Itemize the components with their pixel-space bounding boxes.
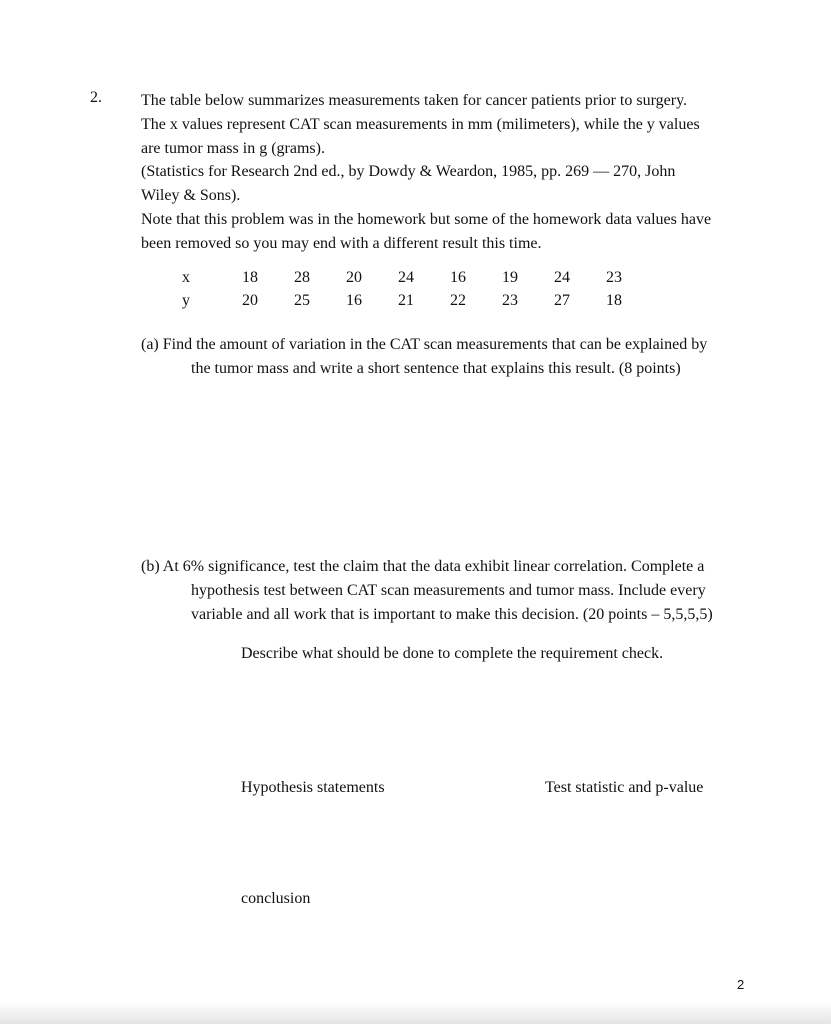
y-value: 20 bbox=[242, 291, 258, 309]
x-value: 24 bbox=[398, 268, 414, 286]
part-a-line: the tumor mass and write a short sentence that explains this result. (8 points) bbox=[191, 360, 681, 377]
part-b-line: variable and all work that is important to make this decision. (20 points – 5,5,5,5) bbox=[191, 606, 713, 623]
y-value: 16 bbox=[346, 291, 362, 309]
part-a-line: (a) Find the amount of variation in the CAT scan measurements that can be explained by bbox=[141, 336, 708, 353]
intro-line: The table below summarizes measurements taken for cancer patients prior to surgery. bbox=[141, 92, 688, 109]
table-row-y bbox=[174, 289, 622, 312]
part-a-text bbox=[141, 333, 761, 381]
intro-line: are tumor mass in g (grams). bbox=[141, 139, 325, 157]
row-label-x: x bbox=[182, 268, 190, 286]
test-statistic-label: Test statistic and p-value bbox=[545, 779, 704, 796]
data-table bbox=[174, 266, 622, 312]
conclusion-label: conclusion bbox=[241, 890, 311, 907]
y-value: 27 bbox=[554, 291, 570, 309]
table-row-x bbox=[174, 266, 622, 289]
y-value: 25 bbox=[294, 291, 310, 309]
bottom-shadow bbox=[0, 1002, 831, 1024]
y-value: 22 bbox=[450, 291, 466, 309]
question-number: 2. bbox=[90, 89, 102, 106]
y-value: 18 bbox=[606, 291, 622, 309]
row-label-y: y bbox=[182, 291, 190, 309]
y-value: 23 bbox=[502, 291, 518, 309]
x-value: 16 bbox=[450, 268, 466, 286]
hypothesis-statements-label: Hypothesis statements bbox=[241, 779, 385, 796]
intro-line: The x values represent CAT scan measurements in mm (milimeters), while the y values bbox=[141, 115, 700, 133]
x-value: 20 bbox=[346, 268, 362, 286]
part-b-line: (b) At 6% significance, test the claim that the data exhibit linear correlation. Complete a bbox=[141, 558, 705, 575]
x-value: 18 bbox=[242, 268, 258, 286]
part-b-line: hypothesis test between CAT scan measurements and tumor mass. Include every bbox=[191, 582, 706, 599]
part-b-text bbox=[141, 555, 761, 627]
requirement-check-prompt: Describe what should be done to complete the requirement check. bbox=[241, 645, 664, 662]
x-value: 23 bbox=[606, 268, 622, 286]
part-b-prompt bbox=[141, 555, 761, 627]
x-value: 24 bbox=[554, 268, 570, 286]
intro-line: Wiley & Sons). bbox=[141, 187, 241, 205]
question-intro bbox=[141, 89, 761, 256]
x-value: 19 bbox=[502, 268, 518, 286]
page-number: 2 bbox=[737, 977, 745, 992]
intro-line: been removed so you may end with a different result this time. bbox=[141, 234, 542, 252]
x-value: 28 bbox=[294, 268, 310, 286]
intro-line: (Statistics for Research 2nd ed., by Dowdy & Weardon, 1985, pp. 269 — 270, John bbox=[141, 163, 676, 181]
intro-line: Note that this problem was in the homework but some of the homework data values have bbox=[141, 210, 712, 228]
part-a-prompt bbox=[141, 333, 761, 381]
y-value: 21 bbox=[398, 291, 414, 309]
